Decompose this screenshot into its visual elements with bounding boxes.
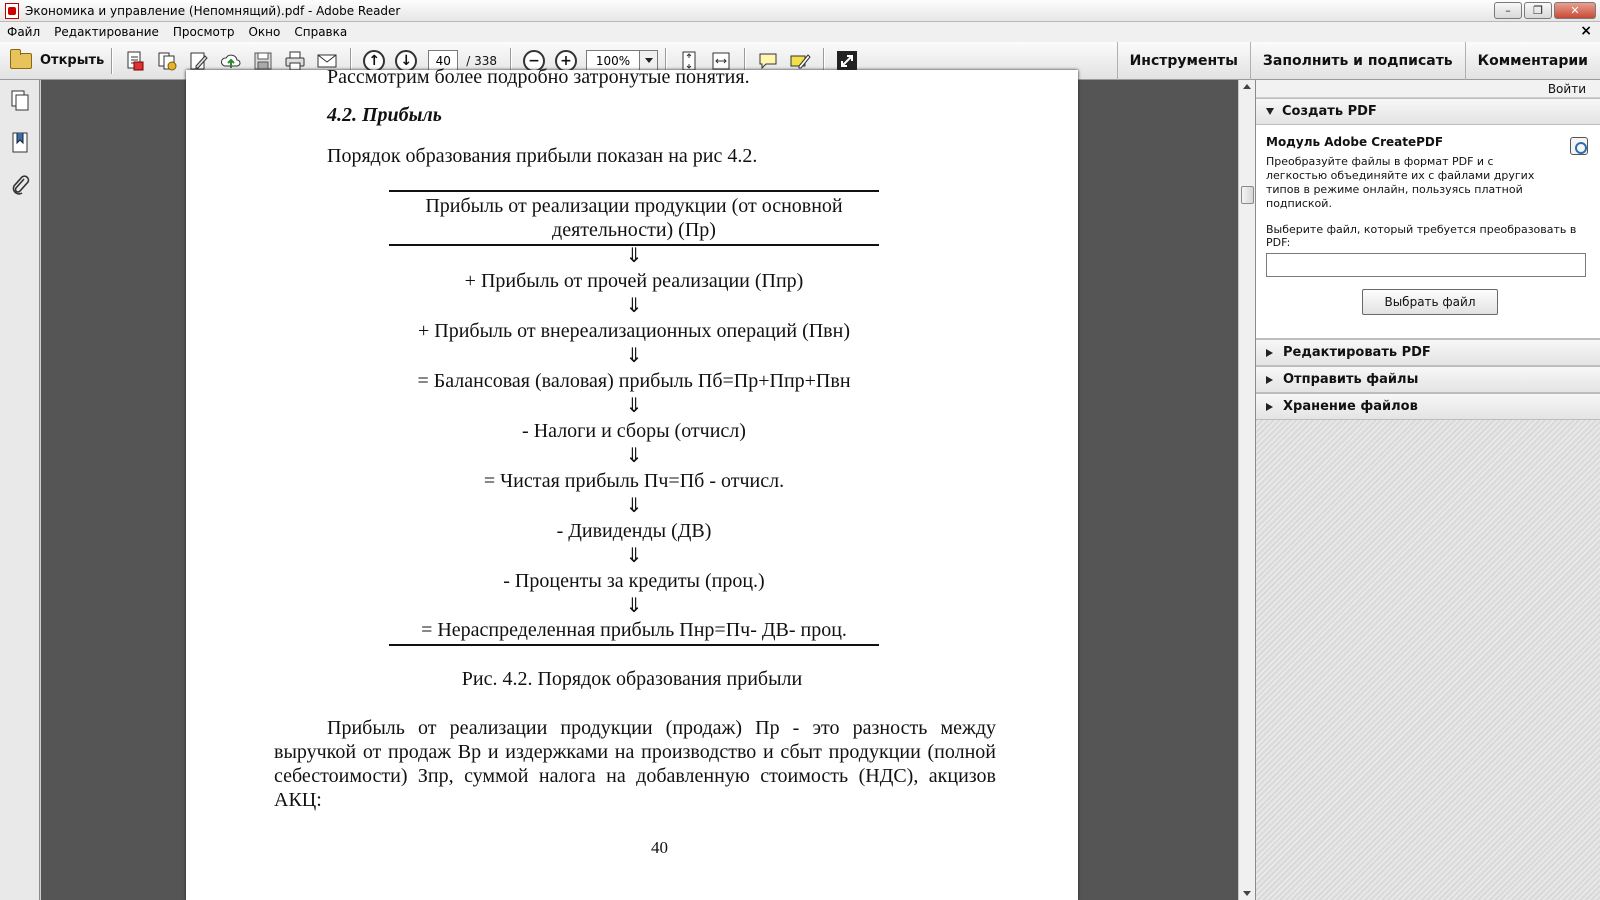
- profit-flow-diagram: [389, 190, 879, 646]
- paperclip-icon: [9, 173, 31, 197]
- create-pdf-body: [1256, 125, 1600, 339]
- vertical-scrollbar[interactable]: [1238, 80, 1255, 900]
- page-number: 40: [651, 838, 668, 857]
- bookmark-icon: [9, 131, 31, 155]
- comments-tab[interactable]: Комментарии: [1465, 42, 1600, 80]
- down-arrow: ⇓: [625, 445, 643, 467]
- module-title: Модуль Adobe CreatePDF: [1266, 135, 1444, 149]
- menu-bar: [0, 22, 1600, 42]
- intro-text: Порядок образования прибыли показан на рис 4.2.: [327, 145, 758, 167]
- down-arrow: ⇓: [625, 595, 643, 617]
- flow-step: - Дивиденды (ДВ): [556, 520, 712, 542]
- flow-step: = Чистая прибыль Пч=Пб - отчисл.: [483, 470, 785, 492]
- flow-last-step: = Нераспределенная прибыль Пнр=Пч- ДВ- проц.: [389, 616, 879, 646]
- flow-step: + Прибыль от прочей реализации (Ппр): [464, 270, 804, 292]
- collapse-triangle-icon: [1266, 108, 1274, 115]
- tools-panel: [1255, 80, 1600, 900]
- flow-step: = Балансовая (валовая) прибыль Пб=Пр+Ппр+Пвн: [417, 370, 851, 392]
- login-link[interactable]: Войти: [1256, 80, 1600, 98]
- partial-line: Рассмотрим более подробно затронутые понятия.: [327, 66, 750, 88]
- adobe-reader-icon: [5, 3, 19, 19]
- section-title: Создать PDF: [1282, 104, 1377, 119]
- down-arrow: ⇓: [625, 295, 643, 317]
- flow-step: + Прибыль от внереализационных операций (Пвн): [417, 320, 850, 342]
- expand-triangle-icon: [1266, 349, 1273, 357]
- menu-help[interactable]: Справка: [294, 25, 348, 39]
- create-pdf-section[interactable]: [1256, 98, 1600, 125]
- scroll-down-icon[interactable]: [1243, 891, 1251, 896]
- document-viewport[interactable]: [41, 66, 1238, 900]
- arrow-down-icon: ↓: [395, 50, 417, 72]
- title-bar: [0, 0, 1600, 22]
- plus-icon: +: [555, 50, 577, 72]
- zoom-value: 100%: [595, 53, 631, 68]
- expand-triangle-icon: [1266, 403, 1273, 411]
- section-heading: 4.2. Прибыль: [327, 104, 442, 126]
- tools-tab[interactable]: Инструменты: [1117, 42, 1250, 80]
- maximize-button[interactable]: ❐: [1524, 2, 1552, 19]
- minimize-button[interactable]: –: [1494, 2, 1522, 19]
- section-title: Редактировать PDF: [1283, 345, 1431, 360]
- edit-pdf-section[interactable]: [1256, 339, 1600, 366]
- bookmarks-button[interactable]: [0, 122, 40, 164]
- expand-triangle-icon: [1266, 376, 1273, 384]
- scroll-up-icon[interactable]: [1243, 84, 1251, 89]
- page-total: / 338: [466, 53, 497, 68]
- down-arrow: ⇓: [625, 395, 643, 417]
- close-document-button[interactable]: ×: [1580, 23, 1592, 39]
- section-title: Хранение файлов: [1283, 399, 1418, 414]
- combine-files-icon: [156, 50, 178, 72]
- attachments-button[interactable]: [0, 164, 40, 206]
- options-icon[interactable]: [1570, 137, 1588, 155]
- toolbar-separator: [111, 48, 112, 74]
- pages-icon: [9, 89, 31, 113]
- speech-bubble-icon: [757, 50, 779, 72]
- menu-file[interactable]: Файл: [7, 25, 41, 39]
- body-paragraph: Прибыль от реализации продукции (продаж) Пр - это разность между выручкой от продаж Вр и издержками на производство и сбыт продукции (полной себестоимости) Зпр, суммой налога на добавленную стоимость (НДС), акцизов АКЦ:: [274, 717, 996, 811]
- down-arrow: ⇓: [625, 245, 643, 267]
- fill-sign-tab[interactable]: Заполнить и подписать: [1250, 42, 1465, 80]
- combine-files-button[interactable]: [154, 48, 180, 74]
- window-title: Экономика и управление (Непомнящий).pdf - Adobe Reader: [25, 3, 401, 18]
- page-number-input[interactable]: 40: [428, 50, 458, 72]
- down-arrow: ⇓: [625, 345, 643, 367]
- choose-file-button[interactable]: Выбрать файл: [1362, 289, 1498, 315]
- flow-step: - Проценты за кредиты (проц.): [503, 570, 765, 592]
- save-icon: [252, 50, 274, 72]
- menu-edit[interactable]: Редактирование: [54, 25, 159, 39]
- highlighter-icon: [789, 50, 811, 72]
- figure-caption: Рис. 4.2. Порядок образования прибыли: [461, 668, 803, 690]
- menu-view[interactable]: Просмотр: [172, 25, 235, 39]
- minus-icon: −: [523, 50, 545, 72]
- flow-step: - Налоги и сборы (отчисл): [522, 420, 746, 442]
- pdf-page: [186, 66, 1078, 900]
- create-pdf-button[interactable]: [122, 48, 148, 74]
- open-label: Открыть: [40, 53, 105, 68]
- send-files-section[interactable]: [1256, 366, 1600, 393]
- arrow-up-icon: ↑: [363, 50, 385, 72]
- choose-file-label: Выберите файл, который требуется преобразовать в PDF:: [1266, 223, 1577, 249]
- scroll-thumb[interactable]: [1241, 186, 1254, 204]
- flow-first-step: Прибыль от реализации продукции (от основной деятельности) (Пр): [389, 192, 879, 246]
- printer-icon: [284, 50, 306, 72]
- menu-window[interactable]: Окно: [248, 25, 281, 39]
- store-files-section[interactable]: [1256, 393, 1600, 420]
- module-description: Преобразуйте файлы в формат PDF и с легкостью объединяйте их с файлами других типов в режиме онлайн, пользуясь платной подпиской.: [1266, 155, 1535, 210]
- down-arrow: ⇓: [625, 545, 643, 567]
- page-thumbnails-button[interactable]: [0, 80, 40, 122]
- create-pdf-icon: [124, 50, 146, 72]
- expand-icon: [836, 50, 858, 72]
- down-arrow: ⇓: [625, 495, 643, 517]
- file-path-input[interactable]: [1266, 253, 1586, 277]
- close-window-button[interactable]: ✕: [1554, 2, 1596, 19]
- section-title: Отправить файлы: [1283, 372, 1419, 387]
- open-button[interactable]: [10, 47, 104, 75]
- navigation-pane: [0, 80, 40, 900]
- folder-icon: [10, 53, 32, 69]
- edit-document-icon: [188, 50, 210, 72]
- cloud-upload-icon: [220, 50, 242, 72]
